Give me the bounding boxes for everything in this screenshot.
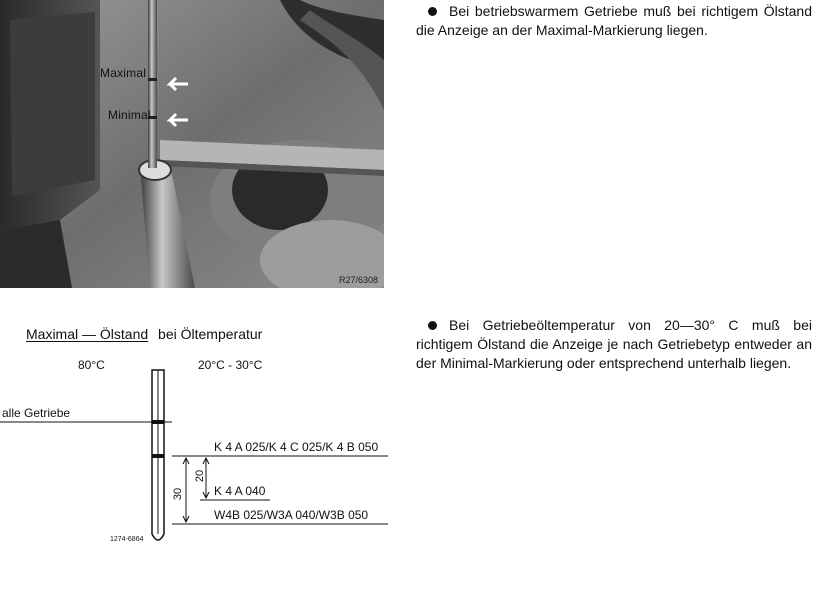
photo-reference-number: R27/6308: [338, 275, 378, 285]
diagram-title-main: Maximal — Ölstand: [26, 326, 149, 342]
diagram-reference-number: 1274-6864: [110, 536, 144, 543]
dimension-20mm: 20: [194, 469, 207, 483]
maximal-label: Maximal: [100, 66, 147, 80]
diagram-title-sub: bei Öltemperatur: [158, 326, 263, 342]
bullet-icon: [428, 321, 437, 330]
all-gearboxes-label: alle Getriebe: [2, 406, 71, 420]
dipstick-diagram-drawing: [0, 318, 400, 558]
paragraph-warm-gearbox: [416, 2, 812, 40]
dipstick-photo: [0, 0, 384, 288]
dimension-30mm: 30: [172, 487, 185, 501]
paragraph-text: Bei betriebswarmem Getriebe muß bei richtigem Ölstand die Anzeige an der Maximal-Markierung liegen.: [416, 3, 812, 38]
engine-photo-illustration: [0, 0, 384, 288]
paragraph-cold-gearbox: [416, 316, 812, 373]
temperature-hot-label: 80°C: [78, 358, 105, 372]
oil-level-diagram: [0, 318, 400, 558]
gearbox-types-group-2: K 4 A 040: [214, 484, 266, 498]
gearbox-types-group-1: K 4 A 025/K 4 C 025/K 4 B 050: [214, 440, 379, 454]
bullet-icon: [428, 7, 437, 16]
gearbox-types-group-3: W4B 025/W3A 040/W3B 050: [214, 508, 369, 522]
minimal-label: Minimal: [108, 108, 151, 122]
temperature-cold-label: 20°C - 30°C: [198, 358, 263, 372]
diagram-title: [26, 326, 262, 342]
paragraph-text: Bei Getriebeöltemperatur von 20—30° C muß bei richtigem Ölstand die Anzeige je nach Getriebetyp entweder an der Minimal-Markierung oder entsprechend unterhalb liegen.: [416, 317, 812, 371]
